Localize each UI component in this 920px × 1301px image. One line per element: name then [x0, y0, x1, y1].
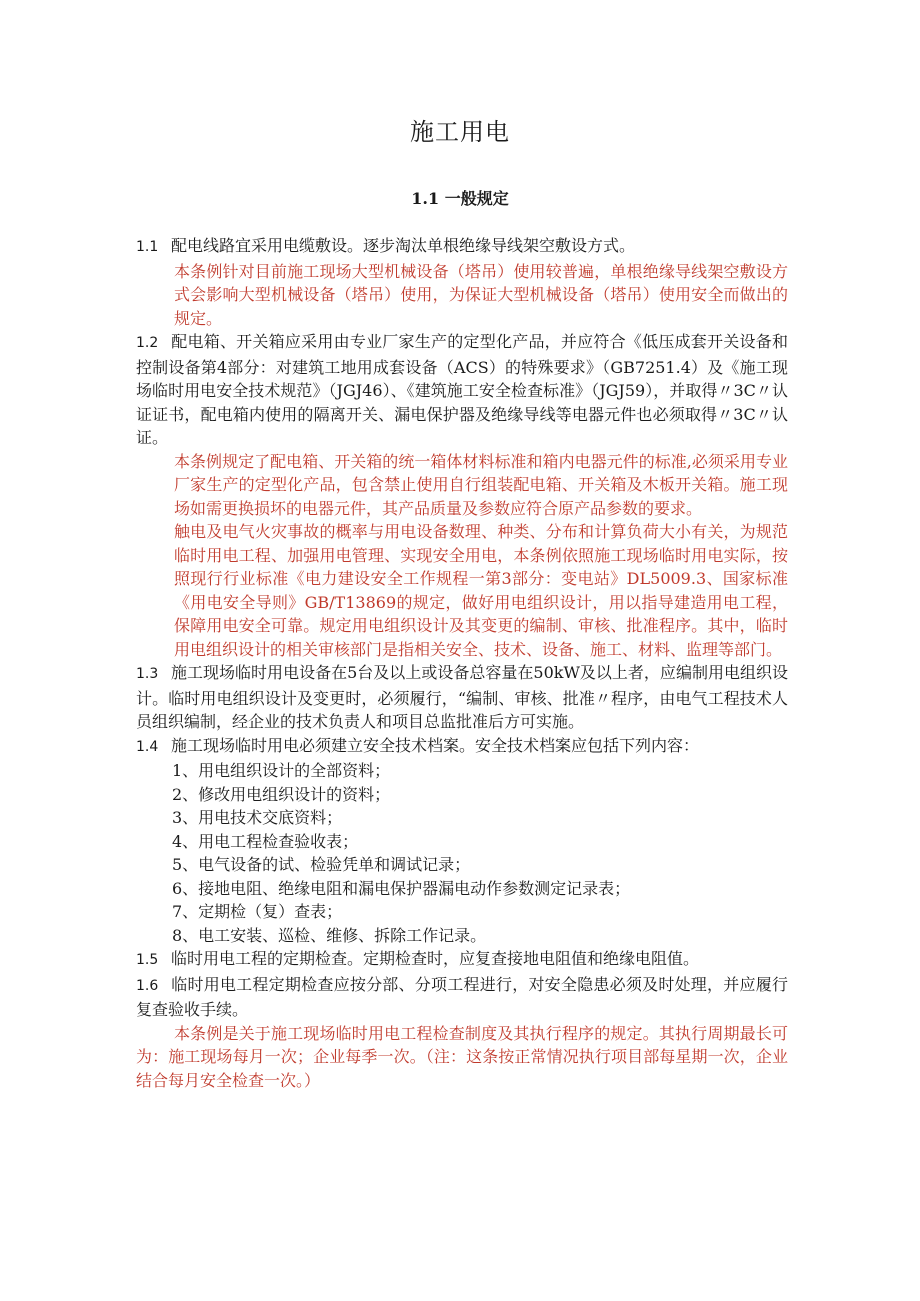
- clause-text: 临时用电工程定期检查应按分部、分项工程进行，对安全隐患必须及时处理，并应履行复查验收手续。: [136, 974, 788, 1019]
- clause-number: 1.2: [136, 335, 159, 351]
- clause-number: 1.5: [136, 952, 159, 968]
- clause-note: 本条例针对目前施工现场大型机械设备（塔吊）使用较普遍，单根绝缘导线架空敷设方式会影响大型机械设备（塔吊）使用，为保证大型机械设备（塔吊）使用安全而做出的规定。: [174, 261, 788, 328]
- list-item: 8、电工安装、巡检、维修、拆除工作记录。: [172, 925, 487, 945]
- clause-text: 配电箱、开关箱应采用由专业厂家生产的定型化产品，并应符合《低压成套开关设备和控制设备第4部分：对建筑工地用成套设备（ACS）的特殊要求》（GB7251.4）及《施工现场临时用电安全技术规范》（JGJ46）、《建筑施工安全检查标准》（JGJ59），并取得〃3C〃认证证书，配电箱内使用的隔离开关、漏电保护器及绝缘导线等电器元件也必须取得〃3C〃认证。: [136, 332, 788, 447]
- clause-1-3: [136, 661, 788, 734]
- clause-note: 本条例是关于施工现场临时用电工程检查制度及其执行程序的规定。其执行周期最长可为：施工现场每月一次；企业每季一次。（注：这条按正常情况执行项目部每星期一次，企业结合每月安全检查一次。）: [136, 1023, 788, 1090]
- clause-text: 施工现场临时用电设备在5台及以上或设备总容量在50kW及以上者，应编制用电组织设计。临时用电组织设计及变更时，必须履行，“编制、审核、批准〃程序，由电气工程技术人员组织编制，经企业的技术负责人和项目总监批准后方可实施。: [136, 663, 788, 731]
- list-item: 1、用电组织设计的全部资料；: [172, 761, 391, 780]
- clause-number: 1.3: [136, 666, 159, 682]
- list-item: 5、电气设备的试、检验凭单和调试记录；: [172, 855, 471, 874]
- clause-note: 本条例规定了配电箱、开关箱的统一箱体材料标准和箱内电器元件的标准,必须采用专业厂家生产的定型化产品，包含禁止使用自行组装配电箱、开关箱及木板开关箱。施工现场如需更换损坏的电器元件，其产品质量及参数应符合原产品参数的要求。: [174, 451, 788, 518]
- list-item: 2、修改用电组织设计的资料；: [172, 784, 391, 804]
- list-item: 4、用电工程检查验收表；: [172, 831, 359, 851]
- list-item: 6、接地电阻、绝缘电阻和漏电保护器漏电动作参数测定记录表；: [172, 878, 631, 898]
- clause-1-4: [136, 734, 788, 760]
- list-item: 7、定期检（复）查表；: [172, 902, 343, 921]
- clause-text: 配电线路宜采用电缆敷设。逐步淘汰单根绝缘导线架空敷设方式。: [171, 236, 636, 255]
- page-title: 施工用电: [410, 118, 510, 146]
- clause-number: 1.6: [136, 977, 159, 994]
- clause-1-6: [136, 973, 788, 1022]
- clause-1-2: [136, 330, 788, 450]
- clause-text: 临时用电工程的定期检查。定期检查时，应复查接地电阻值和绝缘电阻值。: [171, 949, 700, 968]
- clause-1-1: [136, 234, 788, 260]
- section-heading: 1.1 一般规定: [411, 189, 509, 208]
- clause-1-5: [136, 947, 788, 973]
- list-item: 3、用电技术交底资料；: [172, 808, 343, 827]
- clause-note: 触电及电气火灾事故的概率与用电设备数理、种类、分布和计算负荷大小有关，为规范临时用电工程、加强用电管理、实现安全用电，本条例依照施工现场临时用电实际，按照现行行业标准《电力建设安全工作规程一第3部分：变电站》DL5009.3、国家标准《用电安全导则》GB/T13869的规定，做好用电组织设计，用以指导建造用电工程，保障用电安全可靠。规定用电组织设计及其变更的编制、审核、批准程序。其中，临时用电组织设计的相关审核部门是指相关安全、技术、设备、施工、材料、监理等部门。: [174, 522, 788, 659]
- clause-text: 施工现场临时用电必须建立安全技术档案。安全技术档案应包括下列内容：: [171, 735, 700, 755]
- document-body: [136, 234, 788, 1092]
- clause-number: 1.4: [136, 738, 159, 755]
- clause-number: 1.1: [136, 239, 159, 255]
